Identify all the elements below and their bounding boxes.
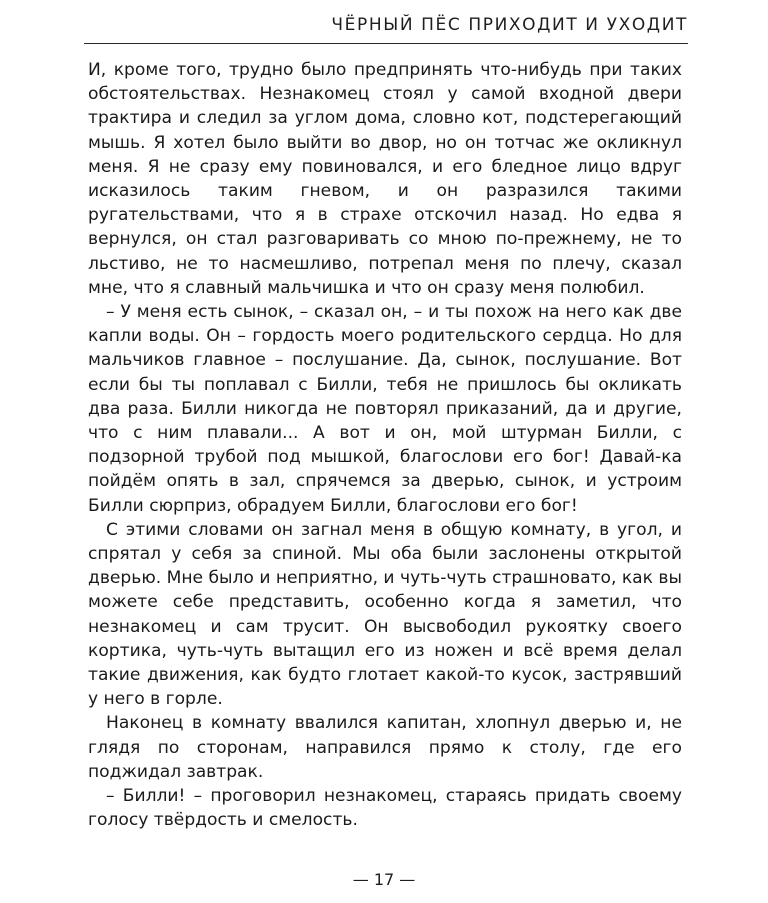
page-number: — 17 — (352, 870, 416, 889)
paragraph: Наконец в комнату ввалился капитан, хлопнул дверью и, не глядя по сторонам, направился прямо к столу, где его поджидал завтрак. (88, 713, 682, 782)
body-text (88, 58, 682, 833)
header-rule (84, 43, 688, 44)
paragraph: С этими словами он загнал меня в общую комнату, в угол, и спрятал у себя за спиной. Мы оба были заслонены открытой дверью. Мне было и неприятно, и чуть-чуть страшновато, как вы можете себе представить, особенно когда я заметил, что незнакомец и сам трусит. Он высвободил рукоятку своего кортика, чуть-чуть вытащил его из ножен и всё время делал такие движения, как будто глотает какой-то кусок, застрявший у него в горле. (88, 519, 682, 710)
paragraph: И, кроме того, трудно было предпринять что-нибудь при таких обстоятельствах. Незнакомец стоял у самой входной двери трактира и следил за углом дома, словно кот, подстерегающий мышь. Я хотел было выйти во двор, но он тотчас же окликнул меня. Я не сразу ему повиновался, и его бледное лицо вдруг исказилось таким гневом, и он разразился такими ругательствами, что я в страхе отскочил назад. Но едва я вернулся, он стал разговаривать со мною по-прежнему, не то льстиво, не то насмешливо, потрепал меня по плечу, сказал мне, что я славный мальчишка и что он сразу меня полюбил. (88, 60, 682, 298)
paragraph: – У меня есть сынок, – сказал он, – и ты похож на него как две капли воды. Он – гордость моего родительского сердца. Но для мальчиков главное – послушание. Да, сынок, послушание. Вот если бы ты поплавал с Билли, тебя не пришлось бы окликать два раза. Билли никогда не повторял приказаний, да и другие, что с ним плавали... А вот и он, мой штурман Билли, с подзорной трубой под мышкой, благослови его бог! Давай-ка пойдём опять в зал, спрячемся за дверью, сынок, и устроим Билли сюрприз, обрадуем Билли, благослови его бог! (88, 302, 682, 516)
running-head: ЧЁРНЫЙ ПЁС ПРИХОДИТ И УХОДИТ (331, 15, 688, 35)
paragraph: – Билли! – проговорил незнакомец, стараясь придать своему голосу твёрдость и смелость. (88, 786, 682, 831)
